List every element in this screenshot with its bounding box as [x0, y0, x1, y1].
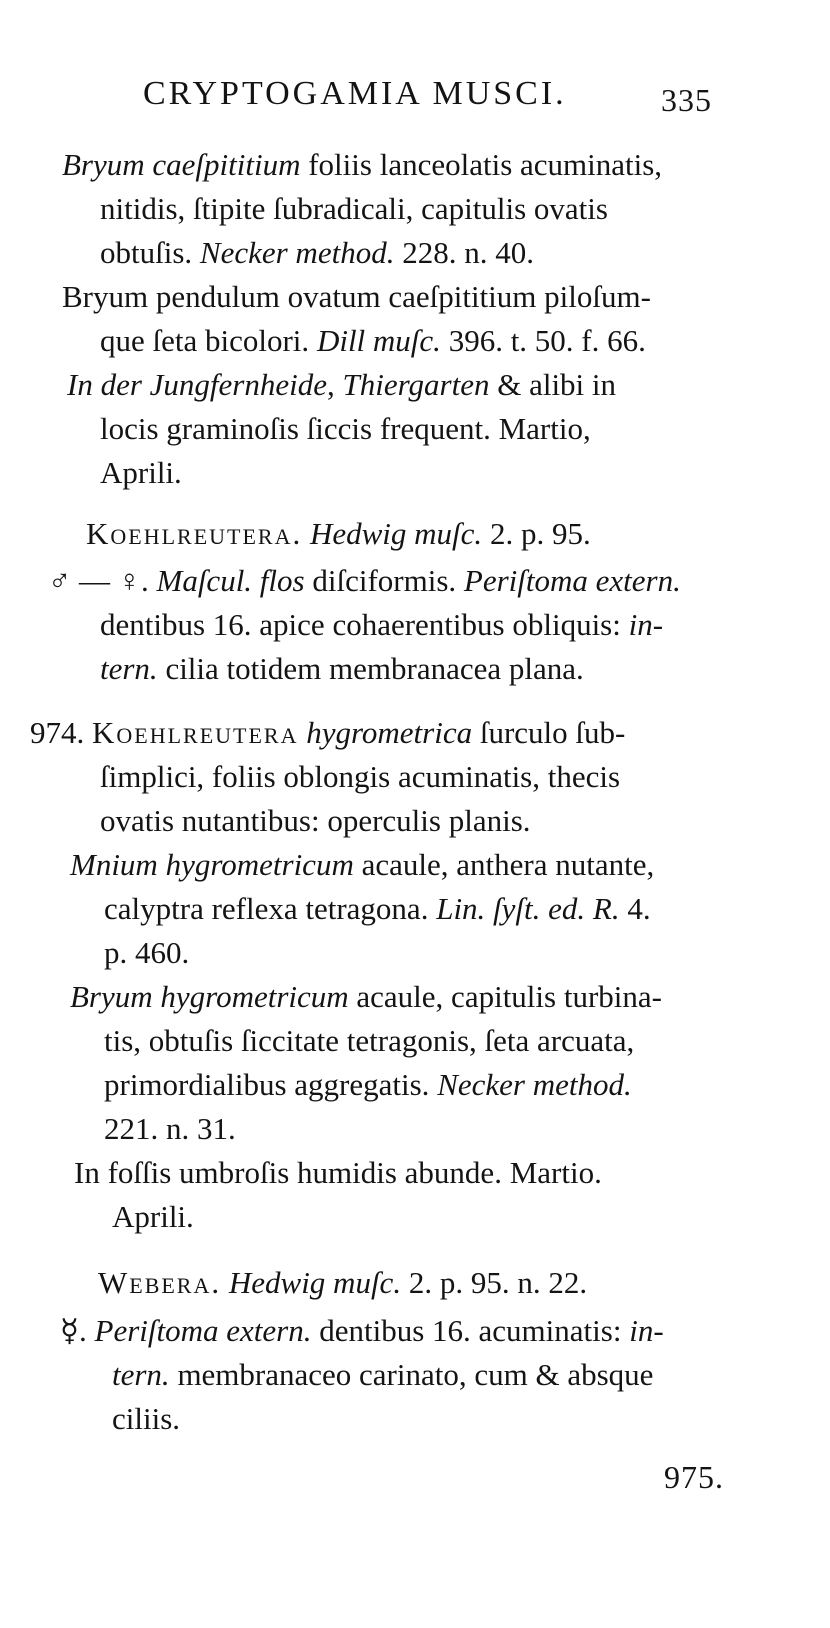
text-line: [100, 233, 534, 273]
text-line: [104, 889, 651, 929]
italic-run: Periſtoma extern.: [94, 1313, 312, 1348]
italic-run: in-: [628, 607, 664, 642]
text-line: [100, 409, 591, 449]
text-line: [100, 453, 182, 493]
text-line: [60, 1311, 664, 1351]
text-line: [112, 1197, 194, 1237]
italic-run: Mnium hygrometricum: [70, 847, 354, 882]
text-run: obtuſis.: [100, 235, 200, 270]
text-run: 2. p. 95.: [482, 516, 591, 551]
text-run: dentibus 16. apice cohaerentibus obliquis:: [100, 607, 629, 642]
italic-run: Hedwig muſc.: [228, 1265, 402, 1300]
text-run: [221, 1265, 229, 1300]
text-run: [302, 516, 310, 551]
text-line: [100, 801, 531, 841]
italic-run: Thiergarten: [342, 367, 490, 402]
text-run: diſciformis.: [304, 563, 464, 598]
text-run: ſurculo ſub-: [472, 715, 626, 750]
text-run: dentibus 16. acuminatis:: [311, 1313, 630, 1348]
running-header-title: CRYPTOGAMIA MUSCI.: [143, 75, 567, 112]
text-run: 228. n. 40.: [394, 235, 534, 270]
genus-heading: [86, 514, 591, 554]
text-line: [104, 1109, 236, 1149]
text-run: p. 460.: [104, 935, 190, 970]
italic-run: Necker method.: [437, 1067, 632, 1102]
text-run: 2. p. 95. n. 22.: [401, 1265, 588, 1300]
text-run: calyptra reflexa tetragona.: [104, 891, 437, 926]
text-run: que ſeta bicolori.: [100, 323, 317, 358]
italic-run: Dill muſc.: [316, 323, 441, 358]
text-run: tis, obtuſis ſiccitate tetragonis, ſeta arcuata,: [104, 1023, 635, 1058]
text-run: Bryum pendulum ovatum caeſpititium piloſum-: [62, 279, 651, 314]
text-run: ſimplici, foliis oblongis acuminatis, thecis: [100, 759, 621, 794]
text-line: [112, 1355, 653, 1395]
text-line: [62, 277, 651, 317]
text-run: acaule, anthera nutante,: [353, 847, 655, 882]
text-run: 974.: [30, 715, 92, 750]
text-run: & alibi in: [489, 367, 617, 402]
text-line: [104, 1065, 632, 1105]
text-run: ovatis nutantibus: operculis planis.: [100, 803, 531, 838]
italic-run: tern.: [100, 651, 158, 686]
text-run: ♂ — ♀.: [48, 563, 157, 598]
text-line: [104, 1021, 634, 1061]
italic-run: Hedwig muſc.: [309, 516, 483, 551]
catchword: 975.: [664, 1459, 724, 1495]
italic-run: Necker method.: [199, 235, 395, 270]
text-run: locis graminoſis ſiccis frequent. Martio,: [100, 411, 591, 446]
italic-run: Maſcul. flos: [156, 563, 305, 598]
page-number: 335: [661, 82, 712, 118]
genus-heading: [98, 1263, 587, 1303]
text-run: In foſſis umbroſis humidis abunde. Martio.: [74, 1155, 602, 1190]
text-run: 4.: [619, 891, 651, 926]
text-line: [67, 365, 616, 405]
text-line: [100, 321, 646, 361]
text-run: nitidis, ſtipite ſubradicali, capitulis ovatis: [100, 191, 608, 226]
text-run: cilia totidem membranacea plana.: [157, 651, 584, 686]
text-line: [62, 145, 662, 185]
text-line: [48, 561, 681, 601]
text-run: ciliis.: [112, 1401, 181, 1436]
text-run: Aprili.: [112, 1199, 194, 1234]
small-caps-run: Webera.: [98, 1265, 222, 1300]
italic-run: Lin. ſyſt. ed. R.: [436, 891, 620, 926]
text-run: ,: [326, 367, 343, 402]
text-line: [112, 1399, 180, 1439]
text-run: 221. n. 31.: [104, 1111, 236, 1146]
species-entry-974: [30, 713, 625, 753]
text-run: membranaceo carinato, cum & absque: [169, 1357, 654, 1392]
text-run: 396. t. 50. f. 66.: [440, 323, 646, 358]
text-run: Aprili.: [100, 455, 182, 490]
text-line: [100, 189, 608, 229]
text-line: [100, 605, 663, 645]
italic-run: Periſtoma extern.: [463, 563, 681, 598]
italic-run: Bryum caeſpititium: [62, 147, 301, 182]
text-run: ☿.: [60, 1313, 95, 1348]
text-run: acaule, capitulis turbina-: [348, 979, 662, 1014]
text-line: [74, 1153, 602, 1193]
italic-run: tern.: [112, 1357, 170, 1392]
text-line: [100, 649, 584, 689]
text-line: [100, 757, 620, 797]
text-line: [104, 933, 189, 973]
text-run: primordialibus aggregatis.: [104, 1067, 438, 1102]
italic-run: In der Jungfernheide: [67, 367, 327, 402]
small-caps-run: Koehlreutera: [92, 715, 299, 750]
italic-run: hygrometrica: [306, 715, 473, 750]
italic-run: Bryum hygrometricum: [70, 979, 349, 1014]
text-line: [70, 977, 662, 1017]
text-line: [70, 845, 654, 885]
italic-run: in-: [629, 1313, 664, 1348]
text-run: foliis lanceolatis acuminatis,: [300, 147, 663, 182]
small-caps-run: Koehlreutera.: [86, 516, 303, 551]
